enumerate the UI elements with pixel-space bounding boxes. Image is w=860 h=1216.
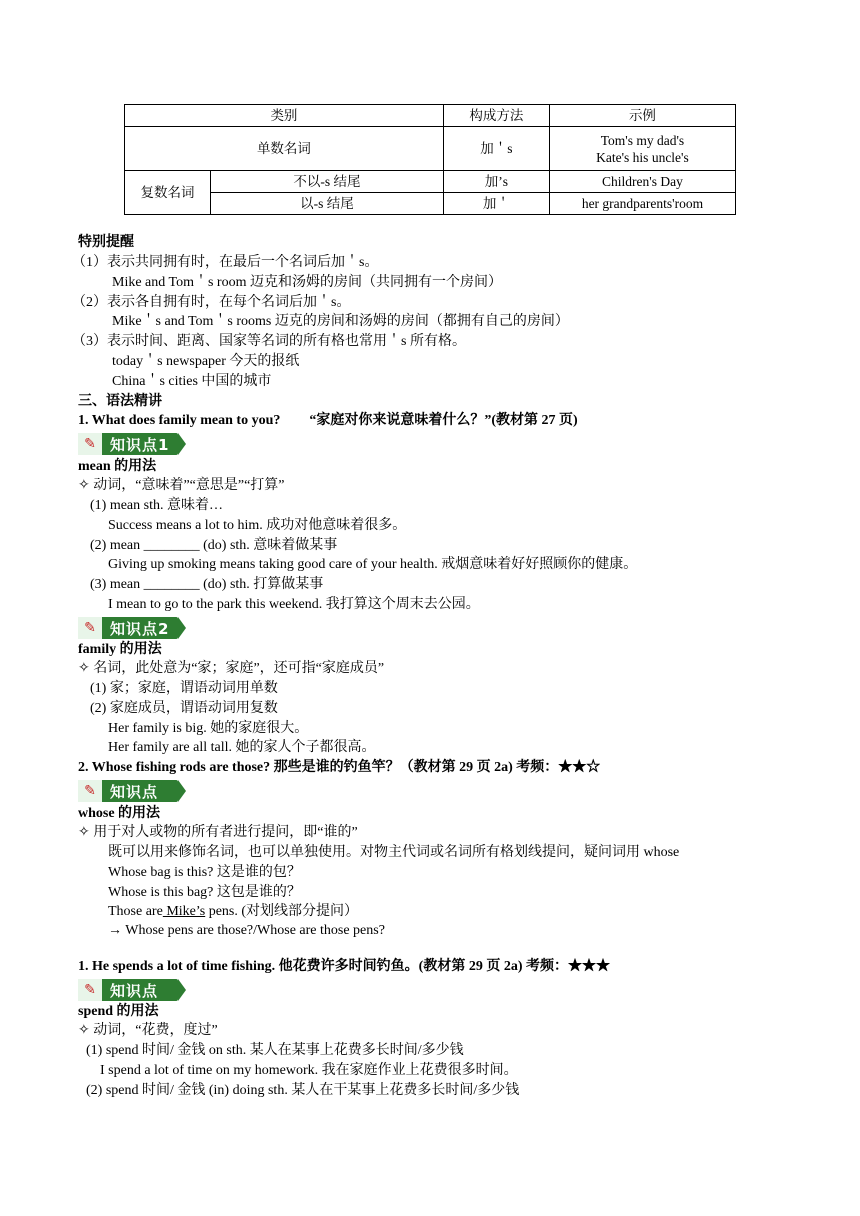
table-cell: Children's Day xyxy=(549,171,735,193)
table-cell: 加＇ xyxy=(443,193,549,215)
example-line: I spend a lot of time on my homework. 我在家庭作业上花费很多时间。 xyxy=(100,1063,518,1078)
knowledge-badge: ✎ 知识点 xyxy=(78,979,178,1001)
note-line: Mike＇s and Tom＇s rooms 迈克的房间和汤姆的房间（都拥有自己的房间） xyxy=(112,314,569,329)
example-line: Giving up smoking means taking good care of your health. 戒烟意味着好好照顾你的健康。 xyxy=(108,557,638,572)
example-line: Those are Mike’s pens. (对划线部分提问） xyxy=(108,904,359,919)
usage-line: (2) mean ________ (do) sth. 意味着做某事 xyxy=(90,538,338,553)
table-cell: 不以-s 结尾 xyxy=(211,171,444,193)
table-row xyxy=(125,193,736,215)
table-row xyxy=(125,127,736,171)
example-line: I mean to go to the park this weekend. 我打算这个周末去公园。 xyxy=(108,597,480,612)
usage-title: whose 的用法 xyxy=(78,806,161,821)
section-title: 三、语法精讲 xyxy=(78,394,162,409)
example-line: Her family are all tall. 她的家人个子都很高。 xyxy=(108,740,376,755)
example-line: Whose bag is this? 这是谁的包？ xyxy=(108,865,301,880)
table-cell: 复数名词 xyxy=(125,171,211,215)
table-header: 示例 xyxy=(549,105,735,127)
usage-line: (1) spend 时间/ 金钱 on sth. 某人在某事上花费多长时间/多少钱 xyxy=(86,1043,464,1058)
table-header: 构成方法 xyxy=(443,105,549,127)
heading-cn: “家庭对你来说意味着什么？”(教材第 27 页) xyxy=(309,413,578,428)
note-line: （2）表示各自拥有时，在每个名词后加＇s。 xyxy=(72,295,351,310)
table-header-row xyxy=(125,105,736,127)
definition: ✧ 动词，“意味着”“意思是”“打算” xyxy=(78,478,285,493)
example-line: Success means a lot to him. 成功对他意味着很多。 xyxy=(108,518,407,533)
table-cell: 加＇s xyxy=(443,127,549,171)
table-cell: 单数名词 xyxy=(125,127,444,171)
definition: ✧ 用于对人或物的所有者进行提问，即“谁的” xyxy=(78,825,358,840)
example-line: Kate's his uncle's xyxy=(596,149,689,165)
note-line: China＇s cities 中国的城市 xyxy=(112,374,272,389)
example-line: Her family is big. 她的家庭很大。 xyxy=(108,721,309,736)
usage-title: mean 的用法 xyxy=(78,459,157,474)
usage-line: (2) spend 时间/ 金钱 (in) doing sth. 某人在干某事上花费多长时间/多少钱 xyxy=(86,1083,520,1098)
usage-line: 既可以用来修饰名词，也可以单独使用。对物主代词或名词所有格划线提问，疑问词用 whose xyxy=(108,845,680,860)
table-cell xyxy=(549,127,735,171)
pencil-icon: ✎ xyxy=(78,617,104,639)
usage-line: (1) 家；家庭，谓语动词用单数 xyxy=(90,681,278,696)
example-line: Tom's my dad's xyxy=(600,132,685,148)
knowledge-badge: ✎ 知识点1 xyxy=(78,433,178,455)
usage-line: (3) mean ________ (do) sth. 打算做某事 xyxy=(90,577,324,592)
underlined-word: Mike’s xyxy=(162,904,206,919)
usage-line: (1) mean sth. 意味着… xyxy=(90,498,223,513)
usage-title: family 的用法 xyxy=(78,642,162,657)
usage-line: (2) 家庭成员，谓语动词用复数 xyxy=(90,701,278,716)
knowledge-badge: ✎ 知识点 xyxy=(78,780,178,802)
table-header: 类别 xyxy=(125,105,444,127)
possessive-table xyxy=(124,104,736,215)
example-line: → Whose pens are those?/Whose are those pens? xyxy=(108,923,385,938)
pencil-icon: ✎ xyxy=(78,433,104,455)
table-cell: her grandparents'room xyxy=(549,193,735,215)
item-heading xyxy=(78,411,578,431)
definition: ✧ 动词，“花费，度过” xyxy=(78,1023,218,1038)
heading-en: 1. What does family mean to you? xyxy=(78,413,281,428)
note-title: 特别提醒 xyxy=(78,235,134,250)
note-line: （3）表示时间、距离、国家等名词的所有格也常用＇s 所有格。 xyxy=(72,334,466,349)
item-heading: 2. Whose fishing rods are those? 那些是谁的钓鱼竿？（教材第 29 页 2a) 考频：★★☆ xyxy=(78,760,601,775)
definition: ✧ 名词，此处意为“家；家庭”，还可指“家庭成员” xyxy=(78,661,385,676)
table-cell: 以-s 结尾 xyxy=(211,193,444,215)
pencil-icon: ✎ xyxy=(78,979,104,1001)
knowledge-badge: ✎ 知识点2 xyxy=(78,617,178,639)
pencil-icon: ✎ xyxy=(78,780,104,802)
note-line: today＇s newspaper 今天的报纸 xyxy=(112,354,300,369)
example-line: Whose is this bag? 这包是谁的？ xyxy=(108,885,301,900)
note-line: Mike and Tom＇s room 迈克和汤姆的房间（共同拥有一个房间） xyxy=(112,275,502,290)
table-row xyxy=(125,171,736,193)
item-heading: 1. He spends a lot of time fishing. 他花费许多时间钓鱼。(教材第 29 页 2a) 考频：★★★ xyxy=(78,959,610,974)
usage-title: spend 的用法 xyxy=(78,1004,159,1019)
table-cell: 加’s xyxy=(443,171,549,193)
note-line: （1）表示共同拥有时，在最后一个名词后加＇s。 xyxy=(72,255,379,270)
